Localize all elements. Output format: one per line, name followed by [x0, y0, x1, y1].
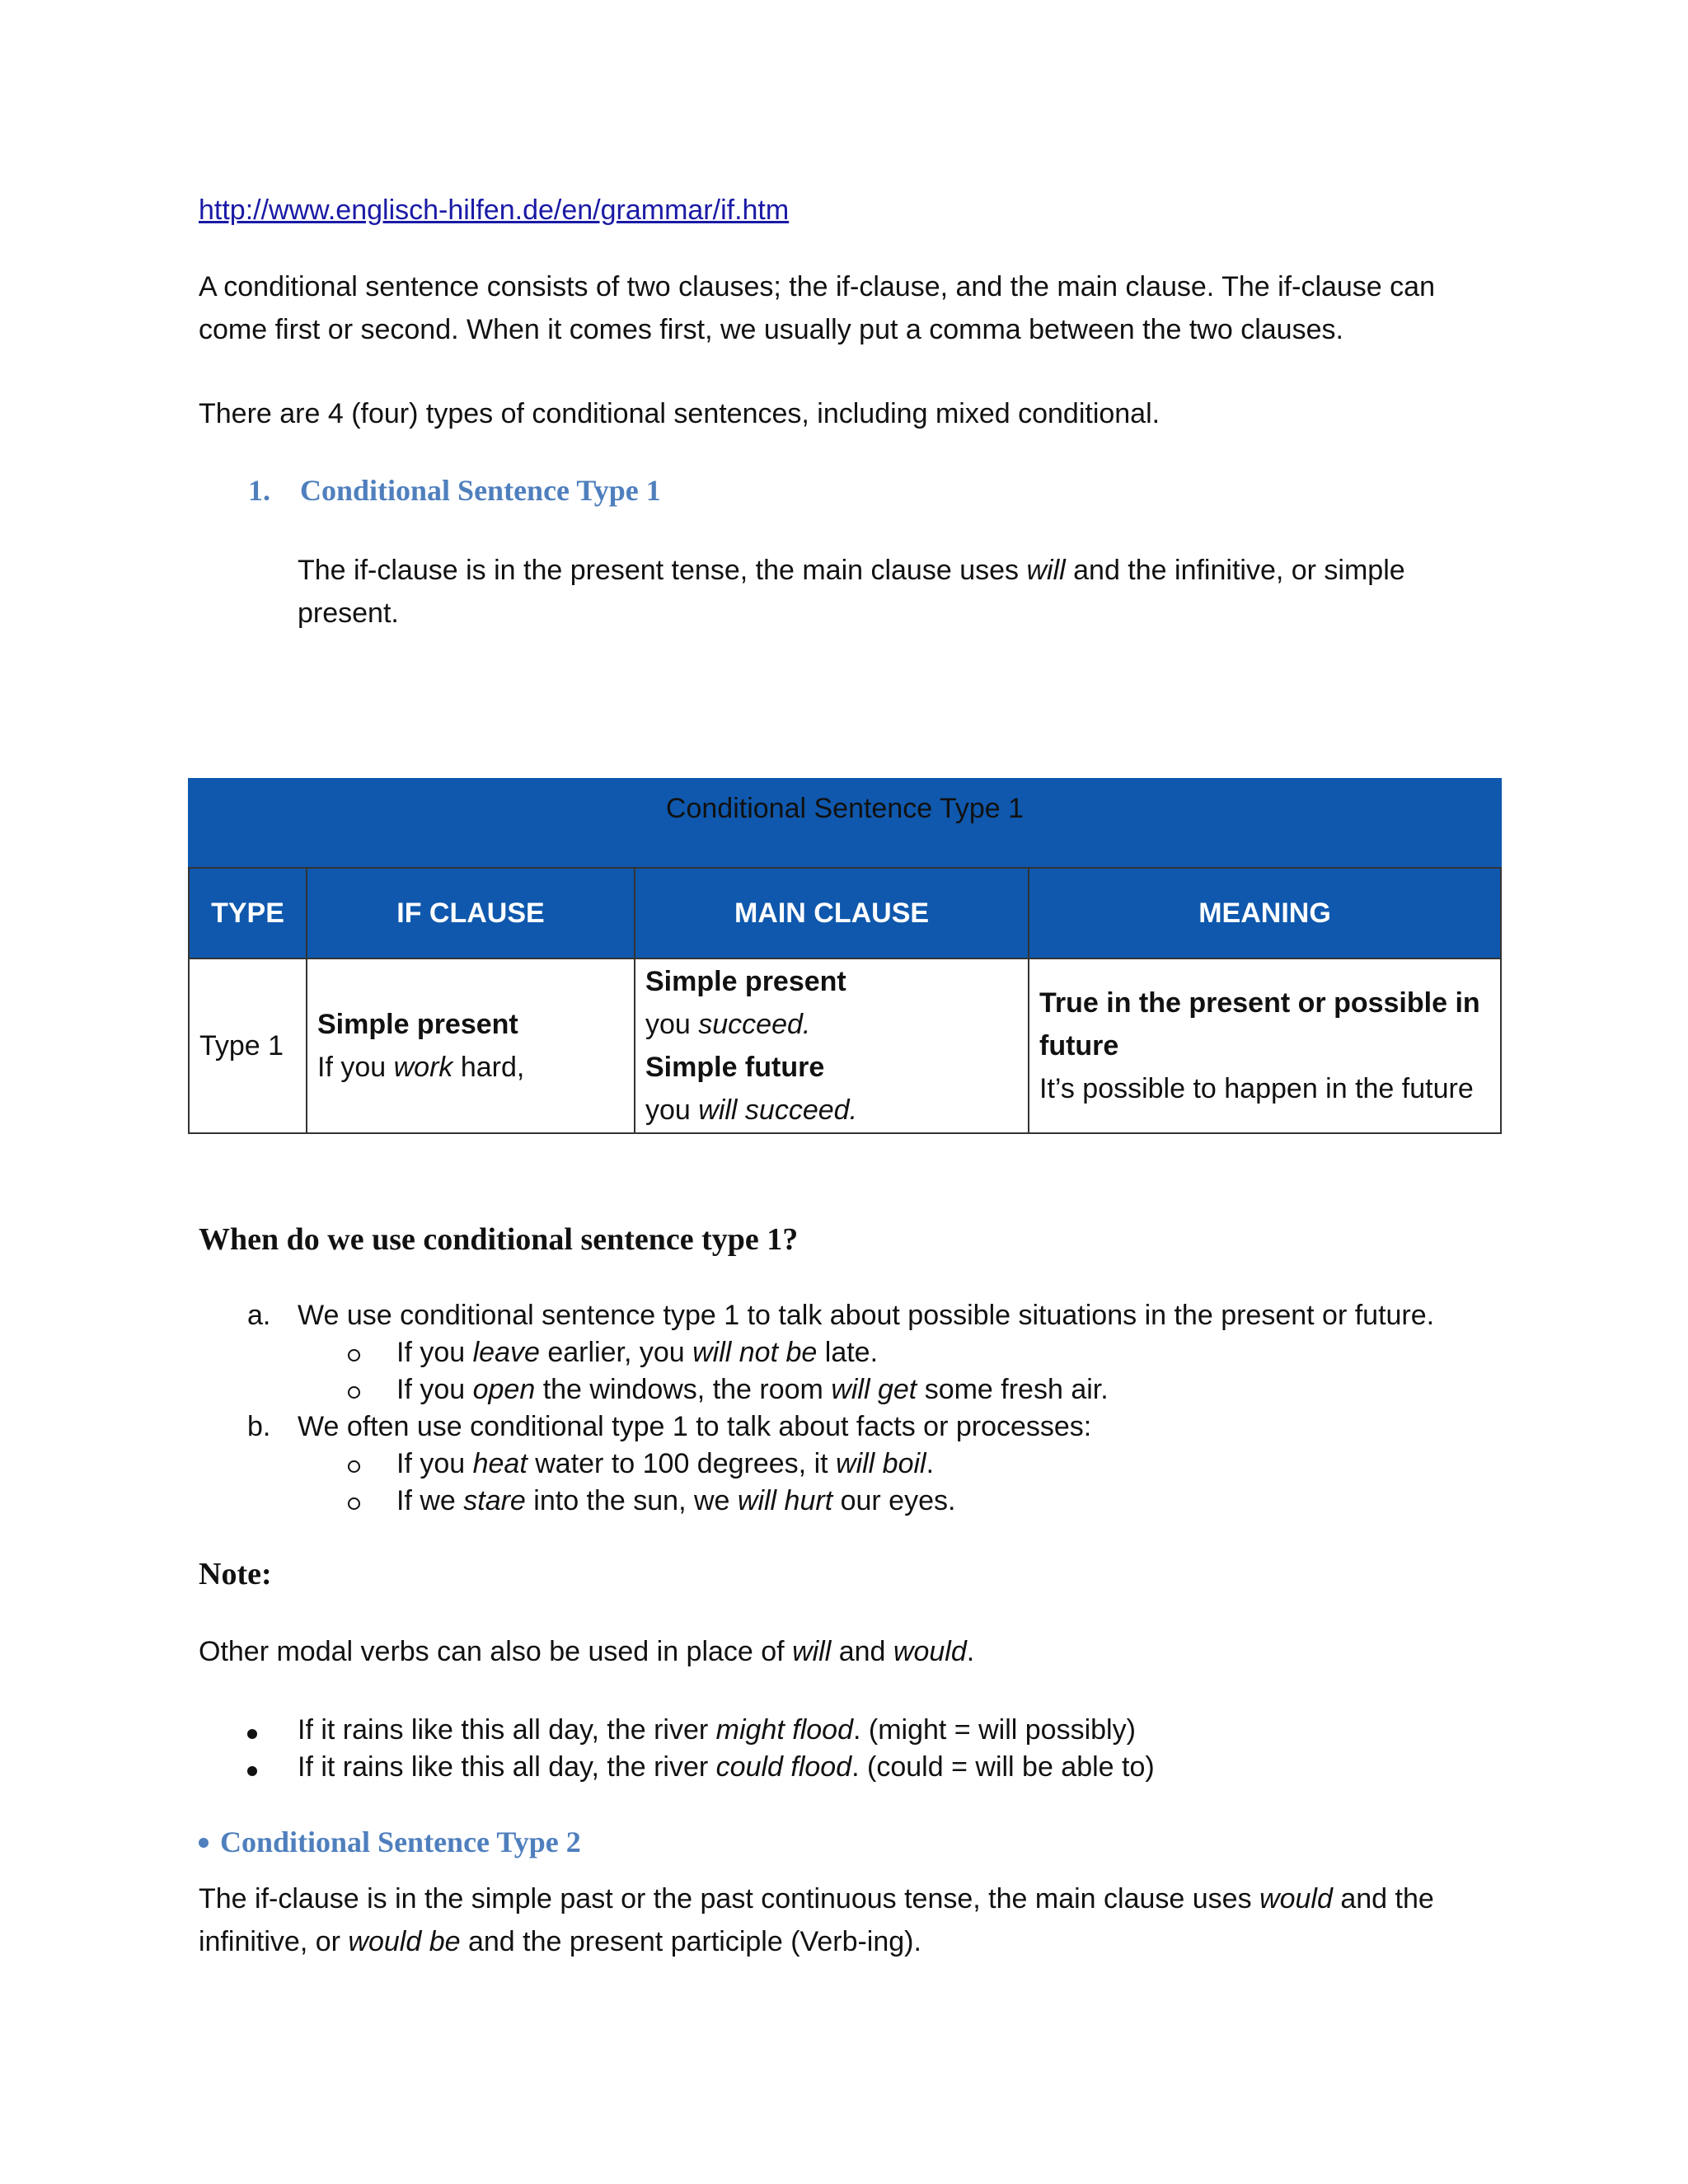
- header-meaning: MEANING: [1028, 867, 1502, 959]
- use-heading: When do we use conditional sentence type 1?: [199, 1222, 799, 1257]
- cell-type: Type 1: [188, 958, 307, 1134]
- list-item-b2: If we stare into the sun, we will hurt our eyes.: [396, 1485, 956, 1516]
- cell-meaning: True in the present or possible in future It’s possible to happen in the future: [1028, 958, 1502, 1134]
- list-item-b: We often use conditional type 1 to talk about facts or processes:: [298, 1411, 1092, 1442]
- section-1-heading: [248, 473, 661, 508]
- header-main-clause: MAIN CLAUSE: [634, 867, 1029, 959]
- source-link[interactable]: http://www.englisch-hilfen.de/en/grammar/if.htm: [199, 194, 790, 226]
- section-1-desc-line-1: The if-clause is in the present tense, the main clause uses will and the infinitive, or simple: [298, 555, 1405, 586]
- table-header-row: [188, 867, 1502, 958]
- bullet-icon: [247, 1712, 257, 1749]
- section-2-desc-line-1: The if-clause is in the simple past or the past continuous tense, the main clause uses would and the: [199, 1883, 1434, 1915]
- list-item-a2: If you open the windows, the room will get some fresh air.: [396, 1374, 1109, 1405]
- table-row: [188, 958, 1502, 1132]
- section-1-description: [298, 549, 1405, 635]
- note-heading: Note:: [199, 1557, 272, 1591]
- section-2-heading: [199, 1825, 581, 1859]
- header-if-clause: IF CLAUSE: [306, 867, 635, 959]
- section-2-desc-line-2: infinitive, or would be and the present participle (Verb-ing).: [199, 1926, 921, 1957]
- circle-bullet-icon: [348, 1483, 360, 1520]
- circle-bullet-icon: [348, 1371, 360, 1408]
- section-1-title: Conditional Sentence Type 1: [300, 474, 661, 507]
- list-item-a1: If you leave earlier, you will not be late.: [396, 1337, 879, 1368]
- section-2-title: Conditional Sentence Type 2: [220, 1825, 581, 1858]
- types-count-text: There are 4 (four) types of conditional sentences, including mixed conditional.: [199, 398, 1160, 429]
- intro-paragraph: [199, 265, 1435, 351]
- section-2-description: [199, 1877, 1434, 1963]
- list-item: If it rains like this all day, the river might flood. (might = will possibly): [298, 1714, 1136, 1746]
- list-marker-b: b.: [247, 1411, 271, 1442]
- list-marker-a: a.: [247, 1300, 271, 1331]
- intro-line-1: A conditional sentence consists of two clauses; the if-clause, and the main clause. The if-clause can: [199, 271, 1435, 302]
- circle-bullet-icon: [348, 1446, 360, 1483]
- section-1-desc-line-2: present.: [298, 598, 399, 629]
- list-item-b1: If you heat water to 100 degrees, it will boil.: [396, 1448, 935, 1479]
- list-item: If it rains like this all day, the river could flood. (could = will be able to): [298, 1751, 1155, 1783]
- intro-line-2: come first or second. When it comes first, we usually put a comma between the two clauses.: [199, 314, 1343, 345]
- bullet-icon: [247, 1749, 257, 1786]
- circle-bullet-icon: [348, 1334, 360, 1371]
- bullet-icon: [199, 1838, 209, 1848]
- list-item-a: We use conditional sentence type 1 to talk about possible situations in the present or future.: [298, 1300, 1435, 1331]
- table-caption: Conditional Sentence Type 1: [188, 778, 1502, 867]
- cell-if-clause: Simple present If you work hard,: [306, 958, 635, 1134]
- note-text: Other modal verbs can also be used in place of will and would.: [199, 1636, 975, 1667]
- header-type: TYPE: [188, 867, 307, 959]
- cell-main-clause: Simple present you succeed. Simple future you will succeed.: [634, 958, 1029, 1134]
- section-1-number: 1.: [248, 474, 270, 507]
